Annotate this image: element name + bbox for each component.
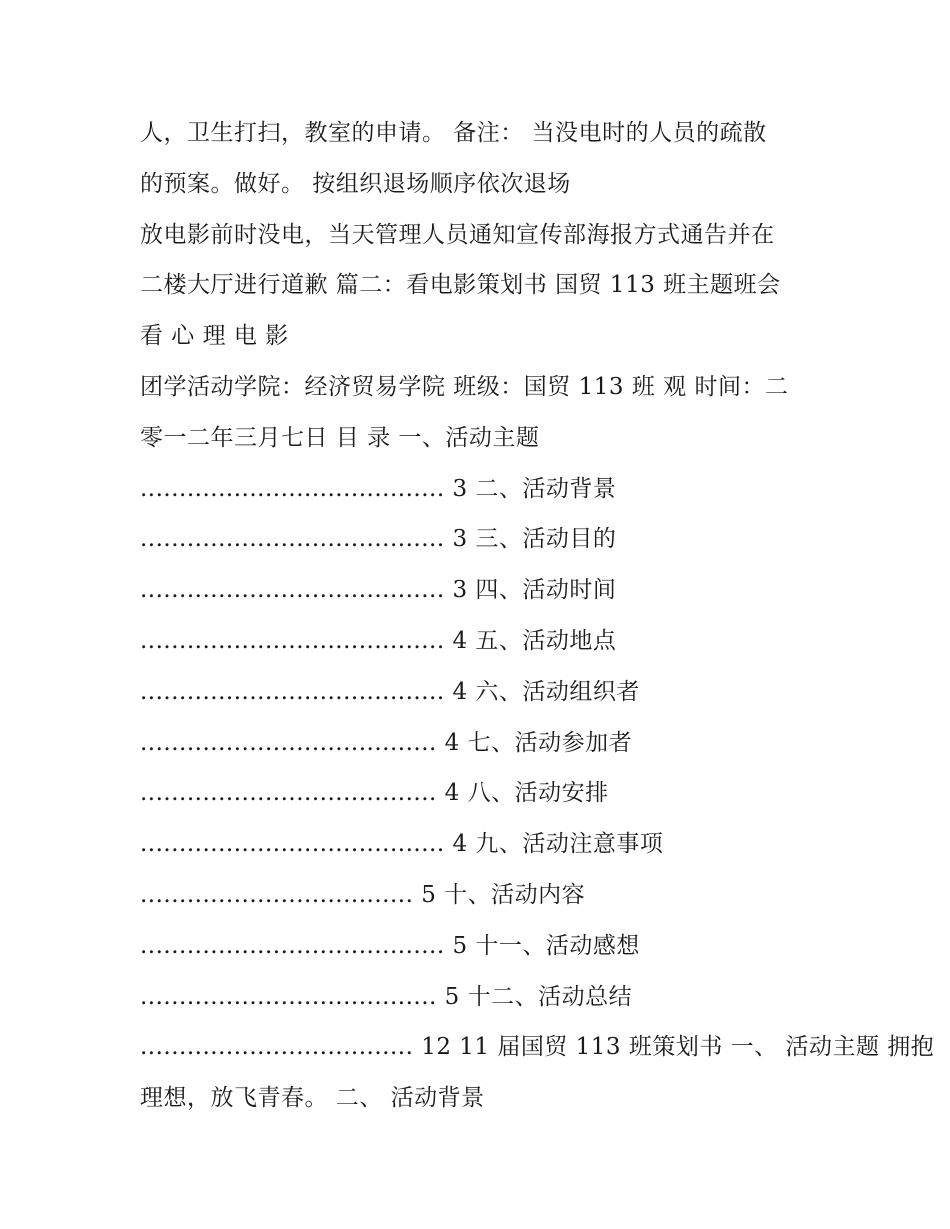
toc-line: ....................................... 4 六、活动组织者 bbox=[140, 678, 640, 705]
toc-line: ................................... 5 十、活动内容 bbox=[140, 881, 586, 908]
text-line: 二楼大厅进行道歉 篇二：看电影策划书 国贸 113 班主题班会 bbox=[140, 272, 781, 299]
text-line: 人，卫生打扫，教室的申请。 备注： 当没电时的人员的疏散 bbox=[140, 120, 767, 146]
toc-line: ....................................... 5 十一、活动感想 bbox=[140, 932, 640, 959]
document-page bbox=[140, 108, 935, 1124]
toc-line: ...................................... 5 十二、活动总结 bbox=[140, 983, 633, 1010]
text-line: 理想，放飞青春。 二、 活动背景 bbox=[140, 1085, 485, 1112]
toc-line: ....................................... 4 九、活动注意事项 bbox=[140, 831, 664, 858]
toc-line: ....................................... 3 二、活动背景 bbox=[140, 475, 617, 502]
text-line: 零一二年三月七日 目 录 一、活动主题 bbox=[140, 424, 540, 451]
text-line: 看 心 理 电 影 bbox=[140, 323, 289, 350]
toc-line: ................................... 12 11 届国贸 113 班策划书 一、 活动主题 拥抱 bbox=[140, 1034, 935, 1061]
text-line: 团学活动学院：经济贸易学院 班级：国贸 113 班 观 时间：二 bbox=[140, 373, 789, 400]
text-line: 的预案。做好。 按组织退场顺序依次退场 bbox=[140, 170, 571, 197]
toc-line: ...................................... 4 七、活动参加者 bbox=[140, 729, 633, 756]
toc-line: ...................................... 4 八、活动安排 bbox=[140, 780, 609, 807]
toc-line: ....................................... 4 五、活动地点 bbox=[140, 627, 617, 654]
text-line: 放电影前时没电，当天管理人员通知宣传部海报方式通告并在 bbox=[140, 221, 775, 248]
toc-line: ....................................... 3 四、活动时间 bbox=[140, 577, 617, 604]
toc-line: ....................................... 3 三、活动目的 bbox=[140, 526, 617, 553]
